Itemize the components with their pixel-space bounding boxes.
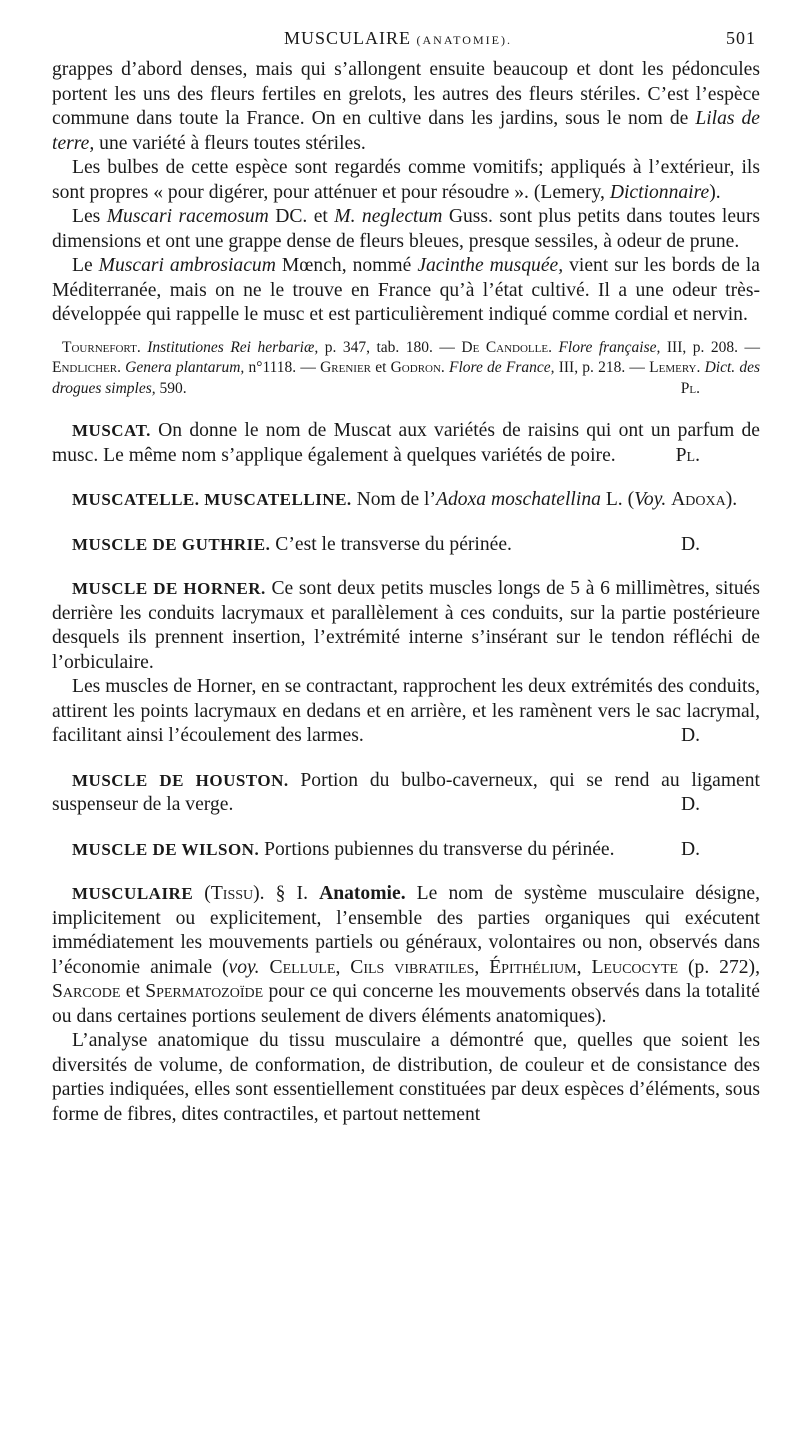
text-run: pour ce qui concerne les mouvements observés dans la totalité ou dans certaines portions seulement de divers éléments anatomiques).	[52, 981, 761, 1027]
entry-headword: MUSCLE DE HORNER.	[72, 579, 266, 598]
text-run: III, p. 218. —	[554, 359, 650, 376]
author-signature: D.	[680, 838, 700, 860]
text-italic: Muscari racemosum	[106, 206, 269, 227]
text-run: Le nom de système musculaire désigne, implicitement ou explicitement, l’ensemble des parties organiques qui exécutent immédiatement les mouvements partiels ou généraux, volontaires ou non, observés dans l’économie animale (	[52, 883, 760, 978]
text-run: Nom de l’	[351, 489, 437, 510]
text-italic: voy.	[228, 956, 260, 978]
text-run: Ce sont deux petits muscles longs de 5 à 6 millimètres, situés derrière les conduits lacrymaux et parallèlement à ces conduits, sur la partie postérieure desquels ils prennent insertion, l’extrémité interne s’insérant sur le tendon réfléchi de l’orbiculaire.	[52, 578, 761, 673]
running-head	[52, 28, 760, 58]
cross-reference: Cellule, Cils vibratiles, Épithélium, Leucocyte	[269, 956, 679, 978]
paragraph-grappes	[52, 58, 760, 156]
author-signature: Pl.	[675, 444, 700, 466]
text-run: C’est le transverse du périnée.	[270, 533, 512, 555]
text-run: 590.	[155, 379, 187, 397]
paragraph-racemosum	[52, 205, 760, 254]
text-run: Les	[72, 206, 107, 227]
text-run: (	[193, 883, 211, 904]
text-run: une variété à fleurs toutes stériles.	[94, 132, 366, 154]
text-run: DC. et	[268, 206, 335, 227]
section-heading: Anatomie.	[319, 883, 406, 904]
entry-headword: MUSCAT.	[72, 421, 151, 440]
text-smallcaps: Tissu	[210, 883, 254, 904]
text-run: Portion du bulbo-caverneux, qui se rend au ligament suspenseur de la verge.	[52, 769, 760, 815]
author-signature: D.	[680, 794, 700, 815]
work-title: Institutiones Rei herbariæ,	[147, 338, 319, 356]
text-run: et	[371, 359, 391, 376]
work-title: Dict. des drogues simples,	[52, 359, 761, 397]
text-run: ).	[725, 489, 738, 510]
paragraph-ambrosiacum	[52, 254, 760, 328]
entry-horner	[52, 577, 760, 675]
work-title: Flore de France,	[449, 359, 555, 376]
text-run: (p. 272),	[678, 956, 760, 978]
author-signature: Pl.	[680, 379, 700, 397]
text-run: L’analyse anatomique du tissu musculaire a démontré que, quelles que soient les diversités de volume, de conformation, de distribution, de couleur et de consistance des parties indiquées, elles sont essentiellement constituées par deux espèces d’éléments, sous forme de fibres, dites contractiles, et partout nettement	[52, 1030, 760, 1125]
entry-muscat	[52, 419, 760, 468]
work-title: Flore française,	[558, 338, 661, 356]
text-italic: Dictionnaire	[609, 181, 710, 203]
text-run: ). § I.	[253, 883, 320, 904]
entry-musculaire	[52, 882, 760, 1029]
text-run: grappes d’abord denses, mais qui s’allongent ensuite beaucoup et dont les pédoncules portent les uns des fleurs fertiles en grelots, les autres des fleurs stériles. C’est l’espèce commune dans toute la France. On en cultive dans les jardins, sous le nom de	[52, 59, 760, 129]
entry-wilson	[52, 838, 760, 863]
text-run: L. (	[600, 489, 635, 510]
text-run: p. 347, tab. 180. —	[318, 338, 462, 356]
author-name: De Candolle.	[461, 338, 552, 356]
cross-reference: Sarcode	[52, 981, 121, 1002]
text-run: Portions pubiennes du transverse du périnée.	[259, 838, 615, 860]
text-run: On donne le nom de Muscat aux variétés de raisins qui ont un parfum de musc. Le même nom s’applique également à quelques variétés de poire.	[52, 420, 760, 466]
text-run: Les muscles de Horner, en se contractant, rapprochent les deux extrémités des conduits, attirent les points lacrymaux en dedans et en arrière, et les ramènent vers le sac lacrymal, facilitant ainsi l’écoulement des larmes.	[52, 676, 760, 746]
cross-reference: Adoxa	[671, 489, 726, 510]
page-number: 501	[726, 28, 756, 48]
text-run: n°1118. —	[244, 359, 321, 376]
entry-guthrie	[52, 533, 760, 558]
running-title-main: MUSCULAIRE	[284, 28, 412, 48]
entry-headword: MUSCLE DE HOUSTON.	[72, 770, 289, 790]
entry-headword: MUSCLE DE WILSON.	[72, 839, 260, 859]
bibliography	[52, 338, 760, 400]
text-run: vient sur les bords de la Méditerranée, mais on ne le trouve en France qu’à l’état cultivé. Il a une odeur très-développée qui rappelle le musc et est particulièrement indiqué comme cordial et nervin.	[52, 255, 760, 325]
paragraph-analyse	[52, 1029, 760, 1127]
text-run: III, p. 208. —	[660, 338, 760, 356]
author-signature: D.	[680, 533, 700, 555]
text-run: et	[120, 981, 146, 1002]
running-title	[284, 28, 512, 49]
author-signature: D.	[680, 725, 700, 746]
text-run: ).	[709, 181, 721, 203]
text-run: Guss. sont plus petits dans toutes leurs dimensions et ont une grappe dense de fleurs bleues, presque sessiles, à odeur de prune.	[52, 206, 761, 252]
entry-muscatelle	[52, 488, 760, 513]
entry-houston	[52, 769, 760, 818]
author-name: Tournefort.	[62, 338, 141, 356]
author-name: Endlicher.	[52, 359, 121, 376]
text-run: Le	[72, 255, 99, 276]
text-italic: Adoxa moschatellina	[436, 489, 601, 510]
entry-headword: MUSCATELLE. MUSCATELLINE.	[72, 490, 352, 509]
text-italic: Lilas de terre,	[52, 108, 760, 154]
work-title: Genera plantarum,	[125, 359, 245, 376]
paragraph-horner-2	[52, 675, 760, 749]
text-italic: Jacinthe musquée,	[417, 255, 564, 276]
text-run: Les bulbes de cette espèce sont regardés comme vomitifs; appliqués à l’extérieur, ils sont propres « pour digérer, pour atténuer et pour résoudre ». (Lemery,	[52, 157, 760, 203]
author-name: Lemery.	[649, 359, 701, 376]
text-italic: M. neglectum	[334, 206, 443, 227]
text-run	[260, 957, 270, 978]
text-italic: Voy.	[634, 489, 667, 510]
entry-headword: MUSCULAIRE	[72, 884, 194, 903]
entry-headword: MUSCLE DE GUTHRIE.	[72, 534, 271, 554]
cross-reference: Spermatozoïde	[145, 981, 264, 1002]
text-run: Mœnch, nommé	[275, 255, 418, 276]
text-italic: Muscari ambrosiacum	[98, 255, 276, 276]
paragraph-bulbes	[52, 156, 760, 205]
author-name: Godron.	[390, 359, 445, 376]
running-title-sub: (ANATOMIE).	[416, 33, 512, 47]
author-name: Grenier	[320, 359, 372, 376]
